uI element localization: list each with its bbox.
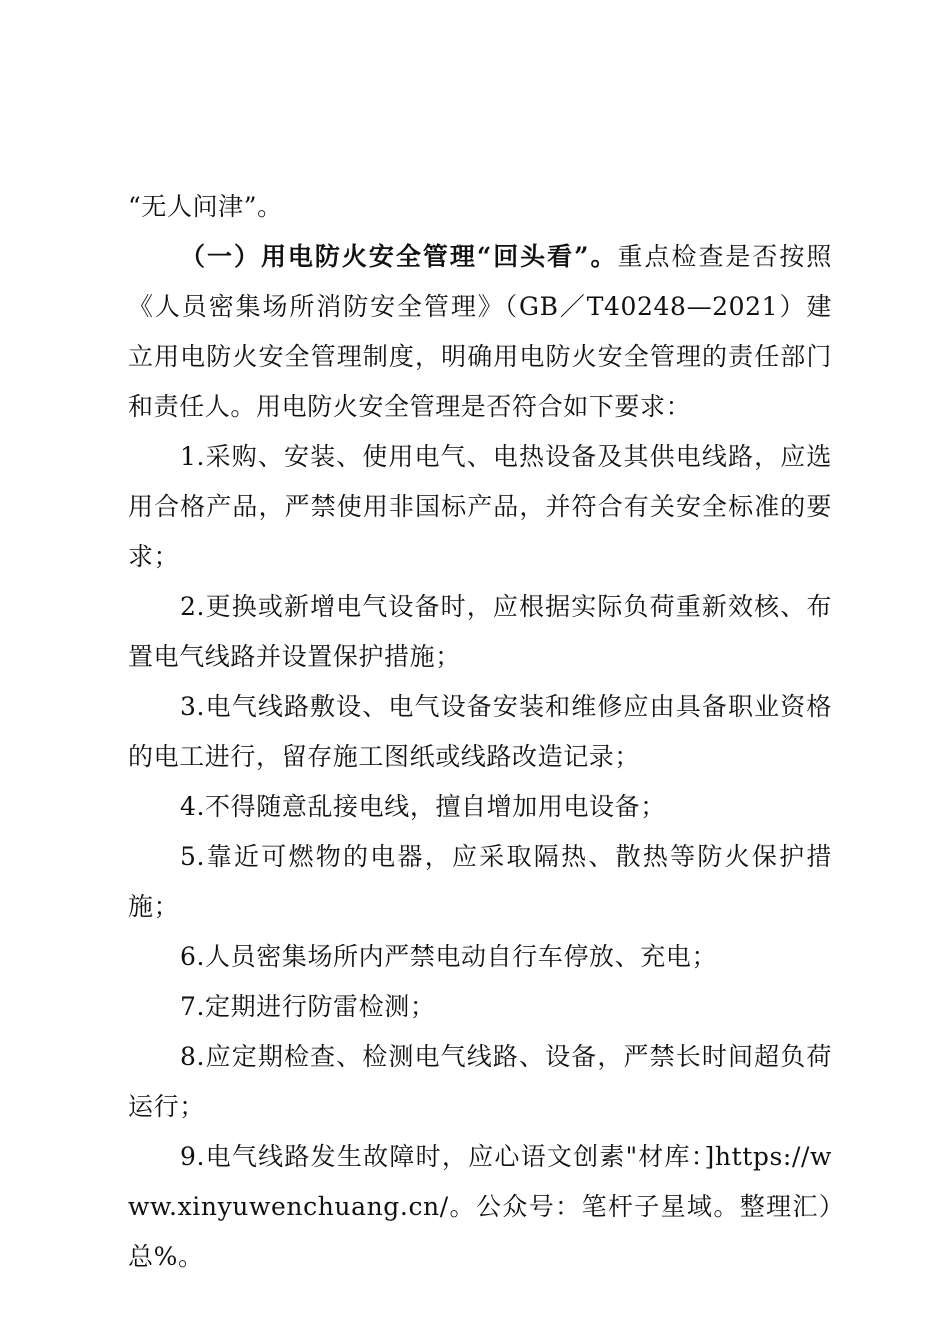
list-item-2: 2.更换或新增电气设备时，应根据实际负荷重新效核、布置电气线路并设置保护措施； bbox=[128, 592, 832, 671]
list-item-9: 9.电气线路发生故障时，应心语文创素"材库：]https://www.xinyuwenchuang.cn/。公众号：笔杆子星域。整理汇）总%。 bbox=[128, 1142, 832, 1271]
document-body bbox=[128, 182, 832, 1282]
list-item-5: 5.靠近可燃物的电器，应采取隔热、散热等防火保护措施； bbox=[128, 842, 832, 921]
paragraph-section-heading bbox=[128, 232, 832, 432]
section-heading: （一）用电防火安全管理“回头看”。 bbox=[180, 242, 618, 271]
list-item-8: 8.应定期检查、检测电气线路、设备，严禁长时间超负荷运行； bbox=[128, 1042, 832, 1121]
list-item-4: 4.不得随意乱接电线，擅自增加用电设备； bbox=[180, 792, 666, 821]
list-item-3: 3.电气线路敷设、电气设备安装和维修应由具备职业资格的电工进行，留存施工图纸或线路改造记录； bbox=[128, 692, 832, 771]
list-item-7: 7.定期进行防雷检测； bbox=[180, 992, 436, 1021]
section-intro-text: 重点检查是否按照《人员密集场所消防安全管理》（GB／T40248—2021）建立用电防火安全管理制度，明确用电防火安全管理的责任部门和责任人。用电防火安全管理是否符合如下要求： bbox=[128, 242, 832, 421]
list-item-1: 1.采购、安装、使用电气、电热设备及其供电线路，应选用合格产品，严禁使用非国标产品，并符合有关安全标准的要求； bbox=[128, 442, 832, 571]
list-item-6: 6.人员密集场所内严禁电动自行车停放、充电； bbox=[180, 942, 718, 971]
paragraph-continuation: “无人问津”。 bbox=[128, 192, 283, 221]
